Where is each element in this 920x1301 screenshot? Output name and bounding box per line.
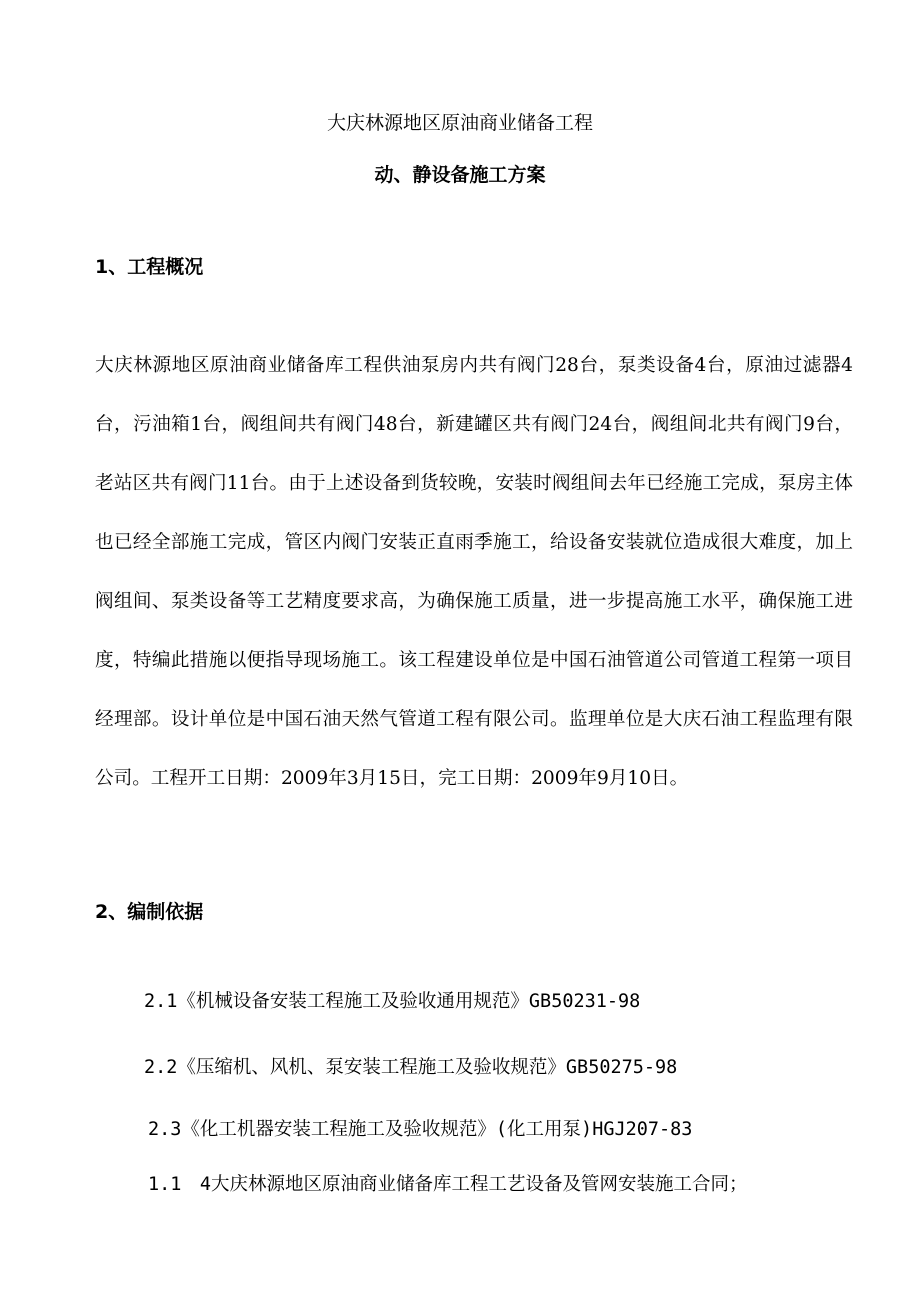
document-title: 大庆林源地区原油商业储备工程	[326, 112, 593, 134]
reference-item: 2.2《压缩机、风机、泵安装工程施工及验收规范》GB50275-98	[144, 1057, 678, 1078]
reference-item: 2.3《化工机器安装工程施工及验收规范》(化工用泵)HGJ207-83	[148, 1119, 693, 1140]
section-1-heading: 1、工程概况	[95, 256, 204, 278]
document-subtitle: 动、静设备施工方案	[374, 164, 546, 186]
reference-item: 2.1《机械设备安装工程施工及验收通用规范》GB50231-98	[144, 991, 641, 1012]
reference-item: 1.1 4大庆林源地区原油商业储备库工程工艺设备及管网安装施工合同；	[148, 1174, 748, 1195]
section-1-paragraph: 大庆林源地区原油商业储备库工程供油泵房内共有阀门28台，泵类设备4台，原油过滤器4台，污油箱1台，阀组间共有阀门48台，新建罐区共有阀门24台，阀组间北共有阀门9台，老站区共有阀门11台。由于上述设备到货较晚，安装时阀组间去年已经施工完成，泵房主体也已经全部施工完成，管区内阀门安装正直雨季施工，给设备安装就位造成很大难度，加上阀组间、泵类设备等工艺精度要求高，为确保施工质量，进一步提高施工水平，确保施工进度，特编此措施以便指导现场施工。该工程建设单位是中国石油管道公司管道工程第一项目经理部。设计单位是中国石油天然气管道工程有限公司。监理单位是大庆石油工程监理有限公司。工程开工日期：2009年3月15日，完工日期：2009年9月10日。	[95, 355, 853, 789]
section-2-heading: 2、编制依据	[95, 901, 204, 923]
